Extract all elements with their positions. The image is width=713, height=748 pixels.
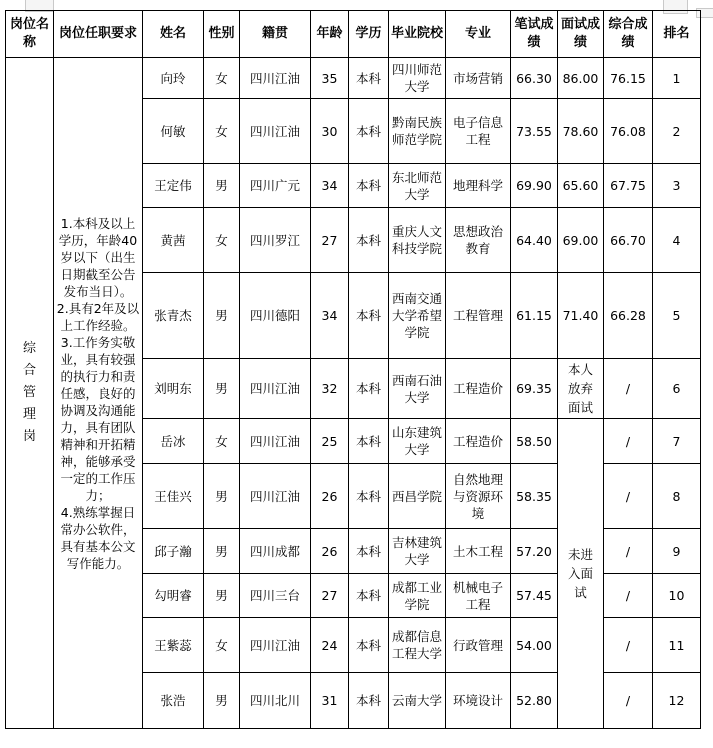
cell-name: 何敏	[143, 99, 204, 164]
cell-school: 东北师范大学	[389, 164, 446, 208]
header-row	[6, 11, 701, 58]
cell-overall: /	[604, 673, 653, 729]
cell-interview: 65.60	[558, 164, 604, 208]
header-position-name: 岗位名称	[6, 11, 54, 58]
cell-age: 24	[311, 618, 349, 673]
cell-written: 69.35	[511, 359, 558, 419]
cell-major: 机械电子工程	[446, 574, 511, 618]
cell-gender: 女	[204, 58, 240, 99]
cell-education: 本科	[349, 419, 389, 464]
position-name-text: 综合管理岗	[22, 341, 36, 444]
cell-rank: 8	[653, 464, 701, 529]
cell-age: 35	[311, 58, 349, 99]
cell-school: 成都信息工程大学	[389, 618, 446, 673]
cell-gender: 男	[204, 164, 240, 208]
cell-hometown: 四川德阳	[240, 273, 311, 359]
requirement-item: 3.工作务实敬业，具有较强的执行力和责任感，良好的协调及沟通能力，具有团队精神和开拓精神，能够承受一定的工作压力；	[60, 334, 136, 503]
cell-gender: 男	[204, 273, 240, 359]
cell-education: 本科	[349, 464, 389, 529]
cell-major: 环境设计	[446, 673, 511, 729]
cell-age: 32	[311, 359, 349, 419]
cell-hometown: 四川江油	[240, 618, 311, 673]
cell-written: 54.00	[511, 618, 558, 673]
header-hometown: 籍贯	[240, 11, 311, 58]
cell-school: 四川师范大学	[389, 58, 446, 99]
requirements-cell	[54, 58, 143, 729]
cell-hometown: 四川广元	[240, 164, 311, 208]
cell-major: 地理科学	[446, 164, 511, 208]
cell-major: 思想政治教育	[446, 208, 511, 273]
cell-interview: 86.00	[558, 58, 604, 99]
header-overall-score: 综合成绩	[604, 11, 653, 58]
cell-major: 土木工程	[446, 529, 511, 574]
cell-interview-merged	[558, 419, 604, 729]
cell-major: 市场营销	[446, 58, 511, 99]
header-gender: 性别	[204, 11, 240, 58]
cell-name: 勾明睿	[143, 574, 204, 618]
cell-gender: 男	[204, 359, 240, 419]
cell-school: 云南大学	[389, 673, 446, 729]
cell-name: 王定伟	[143, 164, 204, 208]
requirement-item: 2.具有2年及以上工作经验。	[56, 300, 140, 333]
cell-name: 黄茜	[143, 208, 204, 273]
cell-overall: /	[604, 419, 653, 464]
cell-age: 34	[311, 273, 349, 359]
cell-education: 本科	[349, 164, 389, 208]
cell-written: 52.80	[511, 673, 558, 729]
cell-rank: 6	[653, 359, 701, 419]
cell-school: 重庆人文科技学院	[389, 208, 446, 273]
cell-hometown: 四川北川	[240, 673, 311, 729]
cell-interview: 69.00	[558, 208, 604, 273]
cell-rank: 4	[653, 208, 701, 273]
cell-gender: 女	[204, 99, 240, 164]
cell-hometown: 四川三台	[240, 574, 311, 618]
cell-name: 刘明东	[143, 359, 204, 419]
cell-name: 邱子瀚	[143, 529, 204, 574]
cell-school: 黔南民族师范学院	[389, 99, 446, 164]
cell-overall: 67.75	[604, 164, 653, 208]
cell-written: 57.20	[511, 529, 558, 574]
position-name-cell	[6, 58, 54, 729]
cell-major: 工程造价	[446, 419, 511, 464]
header-school: 毕业院校	[389, 11, 446, 58]
requirement-item: 1.本科及以上学历，年龄40岁以下（出生日期截至公告发布当日）。	[58, 215, 138, 299]
cell-rank: 12	[653, 673, 701, 729]
cell-education: 本科	[349, 529, 389, 574]
cell-age: 34	[311, 164, 349, 208]
cell-overall: /	[604, 574, 653, 618]
cell-hometown: 四川江油	[240, 464, 311, 529]
cell-major: 电子信息工程	[446, 99, 511, 164]
cell-age: 26	[311, 464, 349, 529]
cell-rank: 3	[653, 164, 701, 208]
cell-major: 工程管理	[446, 273, 511, 359]
cell-gender: 女	[204, 208, 240, 273]
table-row	[6, 58, 701, 99]
cell-gender: 女	[204, 419, 240, 464]
header-age: 年龄	[311, 11, 349, 58]
cell-rank: 9	[653, 529, 701, 574]
cell-interview: 71.40	[558, 273, 604, 359]
cell-gender: 男	[204, 574, 240, 618]
cell-education: 本科	[349, 58, 389, 99]
cell-written: 58.50	[511, 419, 558, 464]
cell-written: 61.15	[511, 273, 558, 359]
cell-written: 57.45	[511, 574, 558, 618]
header-major: 专业	[446, 11, 511, 58]
interview-note-text: 本人放弃面试	[567, 362, 593, 415]
cell-rank: 10	[653, 574, 701, 618]
cell-education: 本科	[349, 574, 389, 618]
cell-school: 吉林建筑大学	[389, 529, 446, 574]
cell-hometown: 四川江油	[240, 419, 311, 464]
cell-gender: 女	[204, 618, 240, 673]
cell-age: 27	[311, 574, 349, 618]
cell-education: 本科	[349, 673, 389, 729]
header-written-score: 笔试成绩	[511, 11, 558, 58]
cell-rank: 7	[653, 419, 701, 464]
cell-written: 58.35	[511, 464, 558, 529]
cell-education: 本科	[349, 359, 389, 419]
cell-interview: 78.60	[558, 99, 604, 164]
cell-rank: 5	[653, 273, 701, 359]
cell-age: 31	[311, 673, 349, 729]
cell-hometown: 四川罗江	[240, 208, 311, 273]
cell-name: 向玲	[143, 58, 204, 99]
cell-age: 25	[311, 419, 349, 464]
cell-school: 西南石油大学	[389, 359, 446, 419]
cell-overall: /	[604, 464, 653, 529]
cell-hometown: 四川成都	[240, 529, 311, 574]
cell-written: 66.30	[511, 58, 558, 99]
cell-name: 王紫蕊	[143, 618, 204, 673]
cell-overall: /	[604, 618, 653, 673]
cell-major: 工程造价	[446, 359, 511, 419]
results-table	[5, 10, 701, 729]
cell-education: 本科	[349, 618, 389, 673]
cell-overall: /	[604, 529, 653, 574]
cell-rank: 11	[653, 618, 701, 673]
cell-overall: 76.15	[604, 58, 653, 99]
cell-name: 张青杰	[143, 273, 204, 359]
cell-hometown: 四川江油	[240, 359, 311, 419]
cell-name: 岳冰	[143, 419, 204, 464]
cell-overall: /	[604, 359, 653, 419]
cell-major: 自然地理与资源环境	[446, 464, 511, 529]
cell-overall: 76.08	[604, 99, 653, 164]
cell-gender: 男	[204, 529, 240, 574]
requirement-item: 4.熟练掌握日常办公软件，具有基本公文写作能力。	[60, 504, 136, 571]
cell-school: 西南交通大学希望学院	[389, 273, 446, 359]
cell-education: 本科	[349, 99, 389, 164]
cell-overall: 66.28	[604, 273, 653, 359]
header-requirements: 岗位任职要求	[54, 11, 143, 58]
cell-gender: 男	[204, 464, 240, 529]
cell-name: 王佳兴	[143, 464, 204, 529]
cell-name: 张浩	[143, 673, 204, 729]
cell-age: 27	[311, 208, 349, 273]
cell-overall: 66.70	[604, 208, 653, 273]
header-name: 姓名	[143, 11, 204, 58]
header-education: 学历	[349, 11, 389, 58]
merged-interview-note-text: 未进入面试	[567, 547, 593, 600]
cell-major: 行政管理	[446, 618, 511, 673]
cell-school: 成都工业学院	[389, 574, 446, 618]
cell-written: 69.90	[511, 164, 558, 208]
header-rank: 排名	[653, 11, 701, 58]
cell-written: 64.40	[511, 208, 558, 273]
cell-hometown: 四川江油	[240, 58, 311, 99]
cell-rank: 2	[653, 99, 701, 164]
cell-age: 26	[311, 529, 349, 574]
cell-rank: 1	[653, 58, 701, 99]
cell-gender: 男	[204, 673, 240, 729]
cell-education: 本科	[349, 208, 389, 273]
cell-hometown: 四川江油	[240, 99, 311, 164]
cell-age: 30	[311, 99, 349, 164]
cell-school: 西昌学院	[389, 464, 446, 529]
header-interview-score: 面试成绩	[558, 11, 604, 58]
cell-school: 山东建筑大学	[389, 419, 446, 464]
cell-interview	[558, 359, 604, 419]
cell-education: 本科	[349, 273, 389, 359]
cell-written: 73.55	[511, 99, 558, 164]
